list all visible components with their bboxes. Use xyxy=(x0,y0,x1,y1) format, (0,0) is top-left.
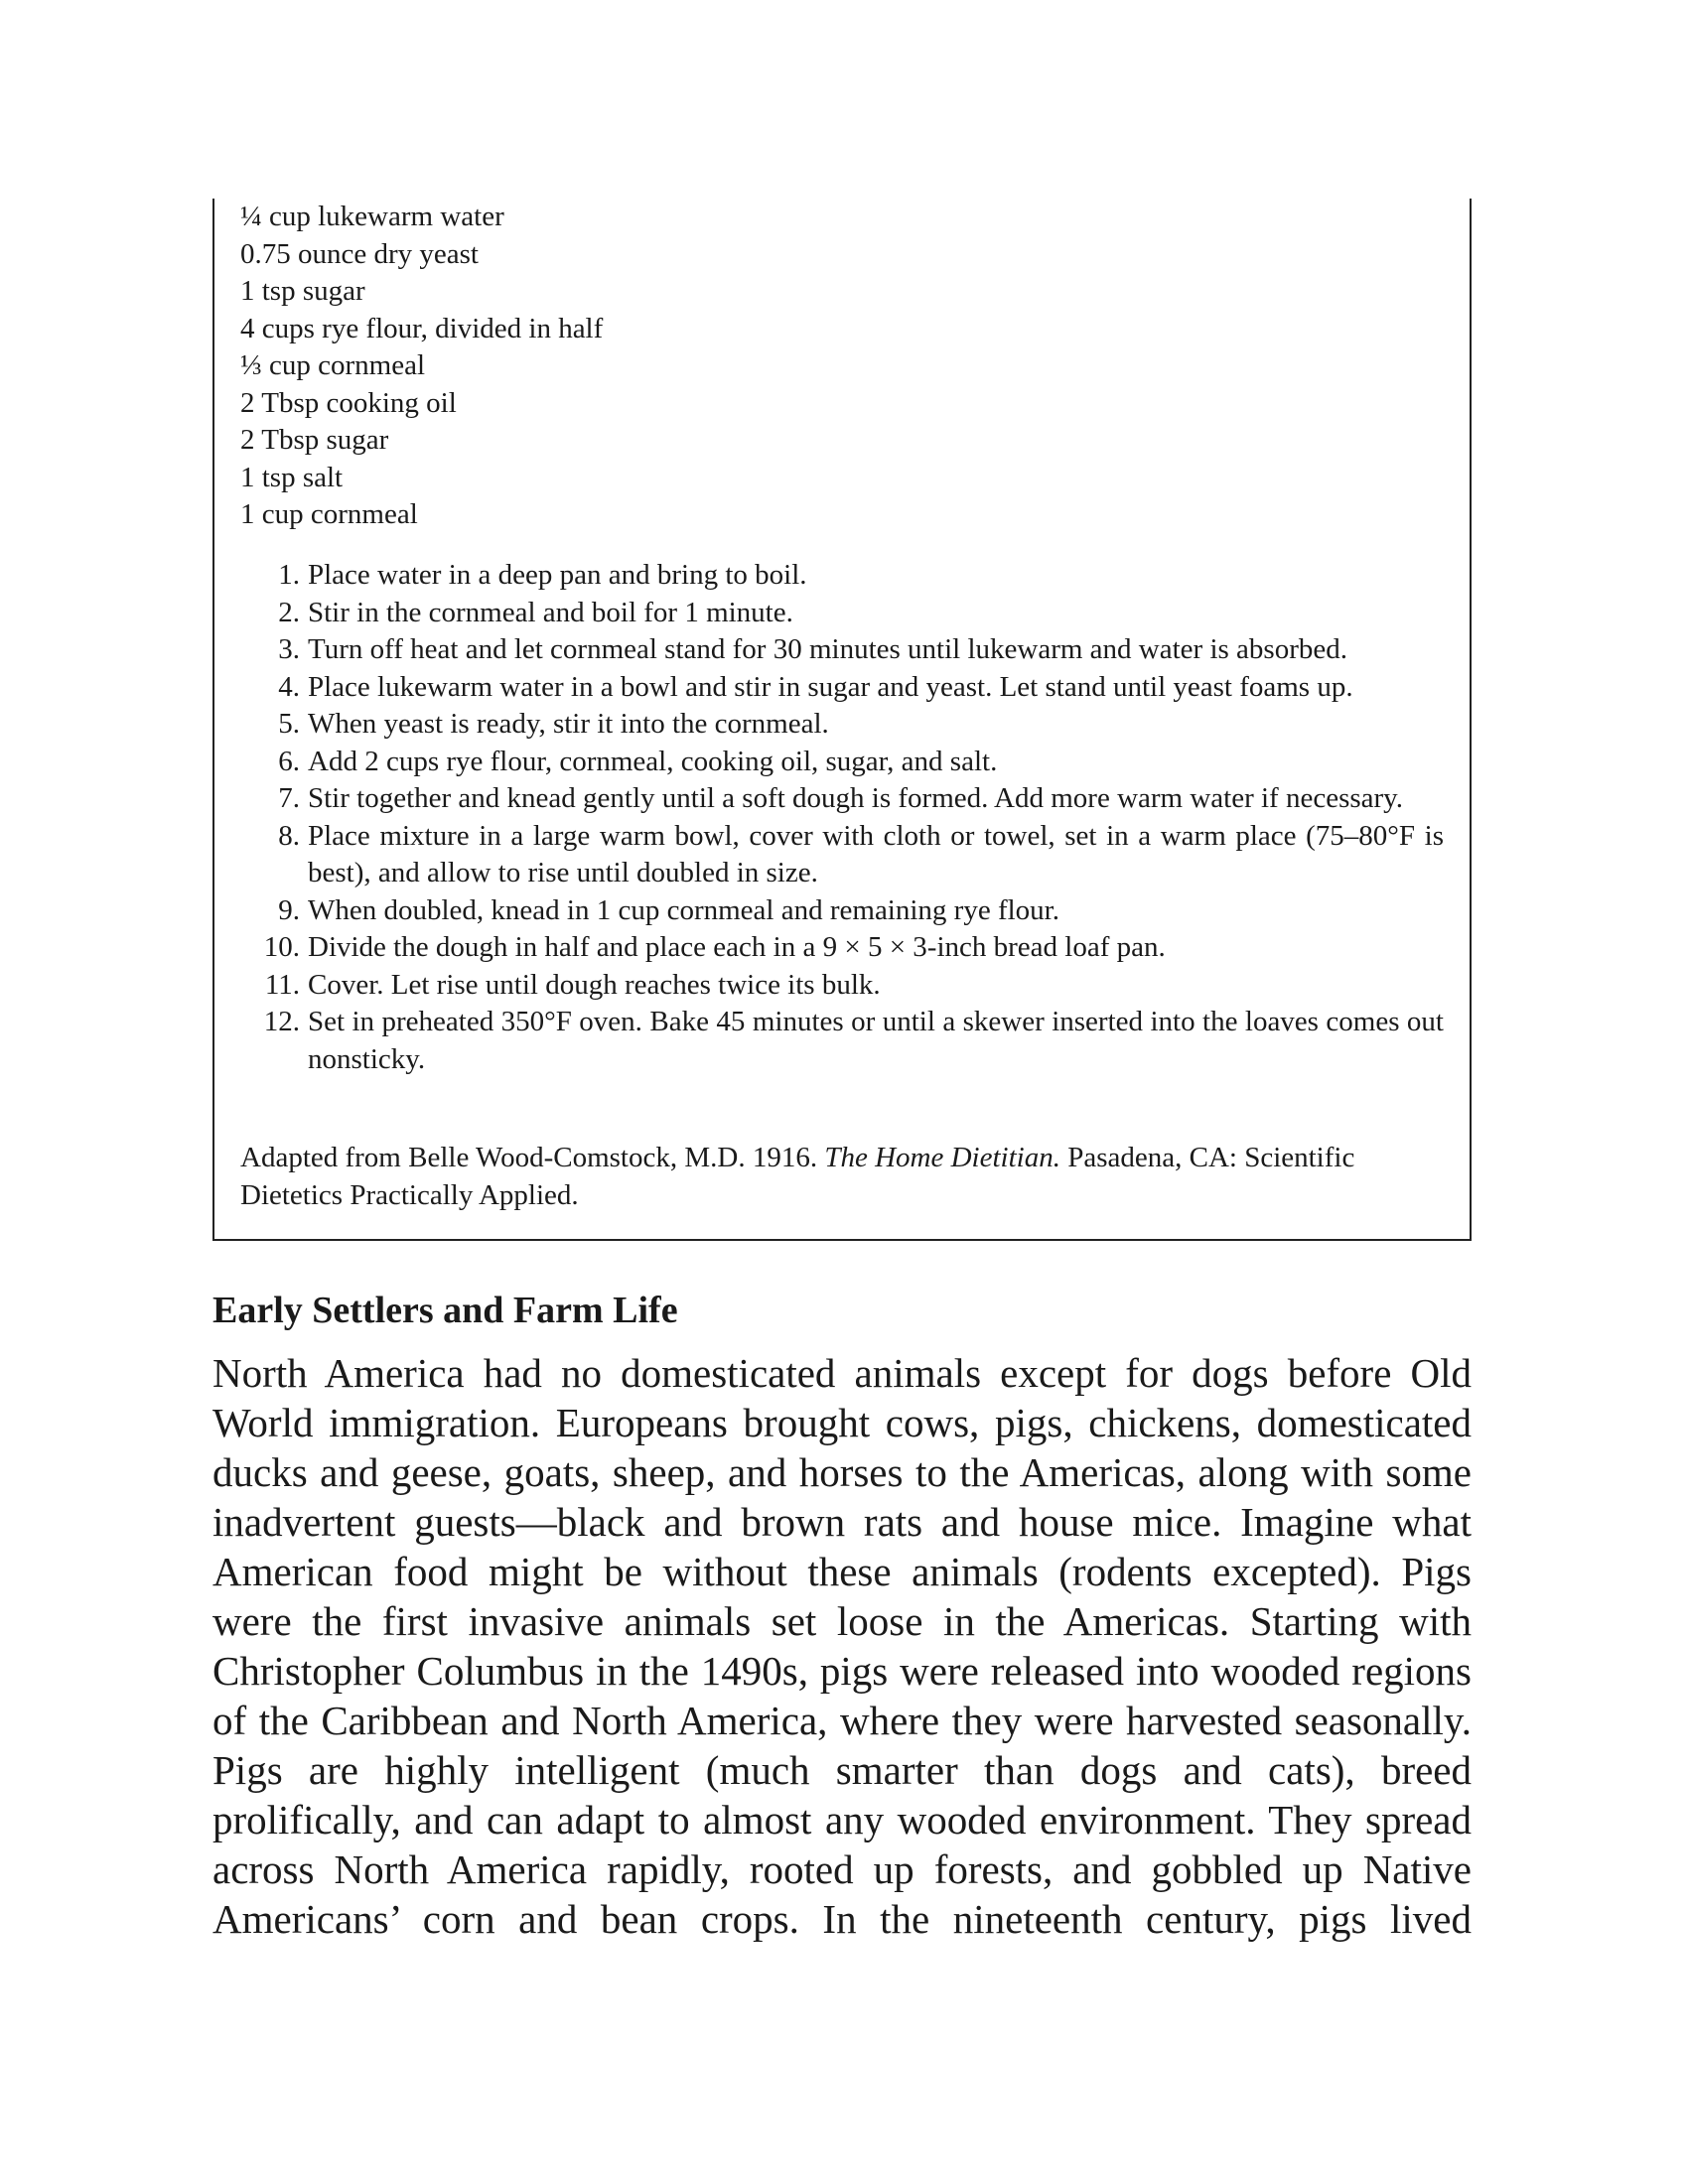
step-text: Turn off heat and let cornmeal stand for 30 minutes until lukewarm and water is absorbed. xyxy=(308,633,1347,665)
instruction-step xyxy=(240,669,1444,707)
step-text: Stir together and knead gently until a soft dough is formed. Add more warm water if necessary. xyxy=(308,782,1404,814)
ingredient-item: ⅓ cup cornmeal xyxy=(240,349,426,381)
step-number: 11. xyxy=(264,968,300,1001)
step-number: 7. xyxy=(278,782,300,814)
paragraph-line: were the first invasive animals set loose in the Americas. Starting with xyxy=(212,1598,1472,1644)
step-number: 1. xyxy=(278,559,300,591)
citation-text: Adapted from Belle Wood-Comstock, M.D. 1916. xyxy=(240,1142,825,1173)
paragraph-line: of the Caribbean and North America, where they were harvested seasonally. xyxy=(212,1698,1472,1743)
step-text: Place mixture in a large warm bowl, cover with cloth or towel, set in a warm place (75–80°F is best), and allow to rise until doubled in size. xyxy=(308,819,1444,888)
step-text: Stir in the cornmeal and boil for 1 minute. xyxy=(308,596,793,628)
paragraph-line: inadvertent guests—black and brown rats and house mice. Imagine what xyxy=(212,1499,1472,1545)
ingredient-list xyxy=(240,199,603,534)
step-text: Cover. Let rise until dough reaches twice its bulk. xyxy=(308,968,881,1001)
instruction-step xyxy=(240,595,1444,632)
paragraph-line: across North America rapidly, rooted up forests, and gobbled up Native xyxy=(212,1846,1472,1892)
step-number: 12. xyxy=(263,1006,300,1037)
instruction-step xyxy=(240,1004,1444,1078)
step-number: 6. xyxy=(278,745,300,777)
citation-publisher: Pasadena, CA: Scientific Dietetics Practically Applied. xyxy=(240,1142,1355,1211)
paragraph-line: World immigration. Europeans brought cows, pigs, chickens, domesticated xyxy=(212,1400,1472,1445)
step-number: 10. xyxy=(263,931,300,963)
instruction-step xyxy=(240,967,1444,1005)
step-number: 2. xyxy=(278,596,300,628)
paragraph-line: American food might be without these animals (rodents excepted). Pigs xyxy=(212,1549,1472,1594)
ingredient-item: 2 Tbsp cooking oil xyxy=(240,386,457,419)
step-number: 5. xyxy=(278,708,300,740)
instruction-list xyxy=(240,557,1444,1078)
step-number: 4. xyxy=(278,670,300,703)
step-number: 3. xyxy=(278,633,300,665)
instruction-step xyxy=(240,892,1444,930)
instruction-step xyxy=(240,706,1444,744)
ingredient-item: 1 tsp sugar xyxy=(240,275,365,307)
step-text: Add 2 cups rye flour, cornmeal, cooking oil, sugar, and salt. xyxy=(308,745,998,777)
instruction-step xyxy=(240,557,1444,595)
paragraph-line: North America had no domesticated animals except for dogs before Old xyxy=(212,1350,1472,1396)
instruction-step xyxy=(240,929,1444,967)
ingredient-item: 4 cups rye flour, divided in half xyxy=(240,312,604,344)
step-number: 9. xyxy=(278,893,300,926)
step-text: Divide the dough in half and place each in a 9 × 5 × 3-inch bread loaf pan. xyxy=(308,931,1166,963)
paragraph-line: Pigs are highly intelligent (much smarter than dogs and cats), breed xyxy=(212,1747,1472,1793)
step-number: 8. xyxy=(278,819,300,852)
ingredient-item: 1 cup cornmeal xyxy=(240,498,418,530)
step-text: When doubled, knead in 1 cup cornmeal and remaining rye flour. xyxy=(308,893,1059,926)
paragraph-line: Americans’ corn and bean crops. In the nineteenth century, pigs lived xyxy=(212,1896,1472,1942)
instruction-step xyxy=(240,631,1444,669)
recipe-box xyxy=(212,199,1472,1241)
ingredient-item: 0.75 ounce dry yeast xyxy=(240,237,479,270)
step-text: Set in preheated 350°F oven. Bake 45 minutes or until a skewer inserted into the loaves comes out nonsticky. xyxy=(308,1006,1444,1075)
paragraph-line: prolifically, and can adapt to almost any wooded environment. They spread xyxy=(212,1797,1472,1843)
body-paragraph xyxy=(212,1348,1472,1944)
ingredient-item: 1 tsp salt xyxy=(240,461,344,493)
paragraph-line: Christopher Columbus in the 1490s, pigs were released into wooded regions xyxy=(212,1648,1472,1694)
recipe-citation xyxy=(240,1140,1444,1214)
instruction-step xyxy=(240,744,1444,781)
section-heading: Early Settlers and Farm Life xyxy=(212,1290,678,1331)
step-text: Place lukewarm water in a bowl and stir in sugar and yeast. Let stand until yeast foams up. xyxy=(308,670,1353,703)
step-text: Place water in a deep pan and bring to boil. xyxy=(308,559,807,591)
paragraph-line: ducks and geese, goats, sheep, and horses to the Americas, along with some xyxy=(212,1449,1472,1495)
ingredient-item: ¼ cup lukewarm water xyxy=(240,201,504,232)
step-text: When yeast is ready, stir it into the cornmeal. xyxy=(308,708,829,740)
citation-title: The Home Dietitian. xyxy=(824,1142,1060,1173)
instruction-step xyxy=(240,780,1444,818)
ingredient-item: 2 Tbsp sugar xyxy=(240,424,389,456)
instruction-step xyxy=(240,818,1444,892)
